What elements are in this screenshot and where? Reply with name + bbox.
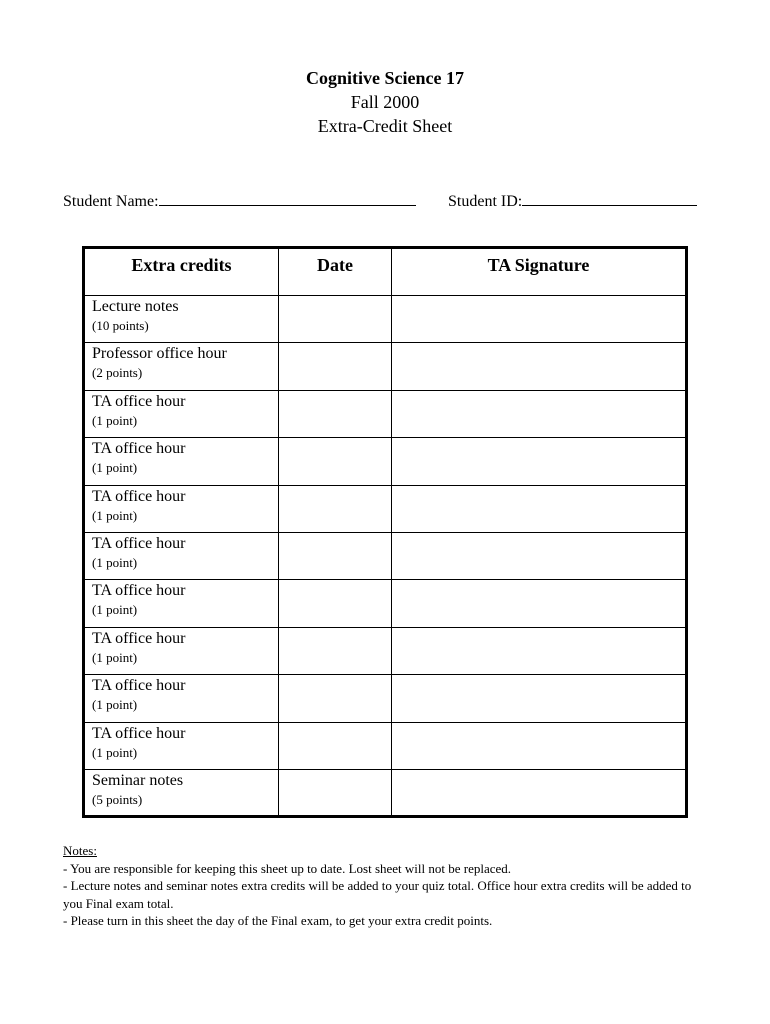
table-row	[84, 343, 687, 390]
student-name-blank[interactable]	[159, 190, 416, 206]
credit-item-points: (1 point)	[92, 460, 138, 476]
credit-item	[84, 532, 279, 579]
table-row	[84, 438, 687, 485]
table-row	[84, 769, 687, 816]
note-item: - Please turn in this sheet the day of the Final exam, to get your extra credit points.	[63, 913, 493, 929]
signature-cell[interactable]	[392, 580, 687, 627]
credit-item-points: (1 point)	[92, 697, 138, 713]
credit-item-name: Professor office hour	[92, 345, 227, 363]
notes-title: Notes:	[63, 843, 97, 858]
credit-item	[84, 722, 279, 769]
sheet-title: Extra-Credit Sheet	[317, 116, 453, 136]
signature-cell[interactable]	[392, 296, 687, 343]
credit-item-name: TA office hour	[92, 440, 186, 458]
student-id-label: Student ID:	[448, 193, 523, 210]
table-row	[84, 532, 687, 579]
credit-item	[84, 769, 279, 816]
credit-item-name: Lecture notes	[92, 298, 179, 315]
credit-item	[84, 296, 279, 343]
date-cell[interactable]	[279, 580, 392, 627]
credit-item-name: TA office hour	[92, 487, 186, 505]
credit-item	[84, 627, 279, 674]
credit-item	[84, 438, 279, 485]
term: Fall 2000	[350, 92, 420, 112]
date-cell[interactable]	[279, 722, 392, 769]
student-name-field	[63, 190, 416, 211]
signature-cell[interactable]	[392, 532, 687, 579]
table-row	[84, 580, 687, 627]
table-header-row	[84, 248, 687, 296]
signature-cell[interactable]	[392, 675, 687, 722]
credit-item	[84, 485, 279, 532]
note-item: - Lecture notes and seminar notes extra credits will be added to your quiz total. Office hour extra credits will be added to you Final exam total.	[63, 878, 692, 911]
credit-item-name: Seminar notes	[92, 771, 184, 789]
table-row	[84, 722, 687, 769]
credit-item-points: (1 point)	[92, 507, 138, 523]
credit-item-points: (1 point)	[92, 744, 138, 760]
signature-cell[interactable]	[392, 438, 687, 485]
extra-credits-table	[82, 246, 688, 818]
credit-item	[84, 343, 279, 390]
credit-item-name: TA office hour	[92, 677, 186, 695]
credit-item-points: (1 point)	[92, 554, 138, 570]
course-title: Cognitive Science 17	[306, 68, 464, 88]
signature-cell[interactable]	[392, 627, 687, 674]
document-header	[0, 66, 770, 138]
table-row	[84, 675, 687, 722]
table-row	[84, 390, 687, 437]
notes-section	[63, 842, 703, 930]
credit-item-points: (10 points)	[92, 318, 149, 333]
date-cell[interactable]	[279, 343, 392, 390]
signature-cell[interactable]	[392, 343, 687, 390]
signature-cell[interactable]	[392, 769, 687, 816]
credit-item-points: (5 points)	[92, 791, 143, 807]
column-header-extra-credits: Extra credits	[84, 248, 279, 296]
note-item: - You are responsible for keeping this sheet up to date. Lost sheet will not be replaced.	[63, 860, 512, 876]
credit-item-points: (2 points)	[92, 365, 143, 381]
student-id-blank[interactable]	[522, 190, 697, 206]
table-row	[84, 627, 687, 674]
date-cell[interactable]	[279, 438, 392, 485]
table-row	[84, 485, 687, 532]
table-row	[84, 296, 687, 343]
date-cell[interactable]	[279, 532, 392, 579]
column-header-date: Date	[279, 248, 392, 296]
credit-item-name: TA office hour	[92, 534, 186, 552]
column-header-ta-signature: TA Signature	[392, 248, 687, 296]
date-cell[interactable]	[279, 769, 392, 816]
credit-item-name: TA office hour	[92, 582, 186, 600]
credit-item-name: TA office hour	[92, 629, 186, 647]
credit-item-name: TA office hour	[92, 724, 186, 742]
credit-item-name: TA office hour	[92, 392, 186, 410]
credit-item	[84, 580, 279, 627]
credit-item-points: (1 point)	[92, 649, 138, 665]
signature-cell[interactable]	[392, 390, 687, 437]
date-cell[interactable]	[279, 296, 392, 343]
credit-item	[84, 675, 279, 722]
credit-item	[84, 390, 279, 437]
date-cell[interactable]	[279, 390, 392, 437]
date-cell[interactable]	[279, 675, 392, 722]
date-cell[interactable]	[279, 485, 392, 532]
signature-cell[interactable]	[392, 485, 687, 532]
signature-cell[interactable]	[392, 722, 687, 769]
student-name-label: Student Name:	[63, 193, 159, 210]
credit-item-points: (1 point)	[92, 412, 138, 428]
credit-item-points: (1 point)	[92, 602, 138, 618]
student-id-field	[448, 190, 697, 211]
date-cell[interactable]	[279, 627, 392, 674]
